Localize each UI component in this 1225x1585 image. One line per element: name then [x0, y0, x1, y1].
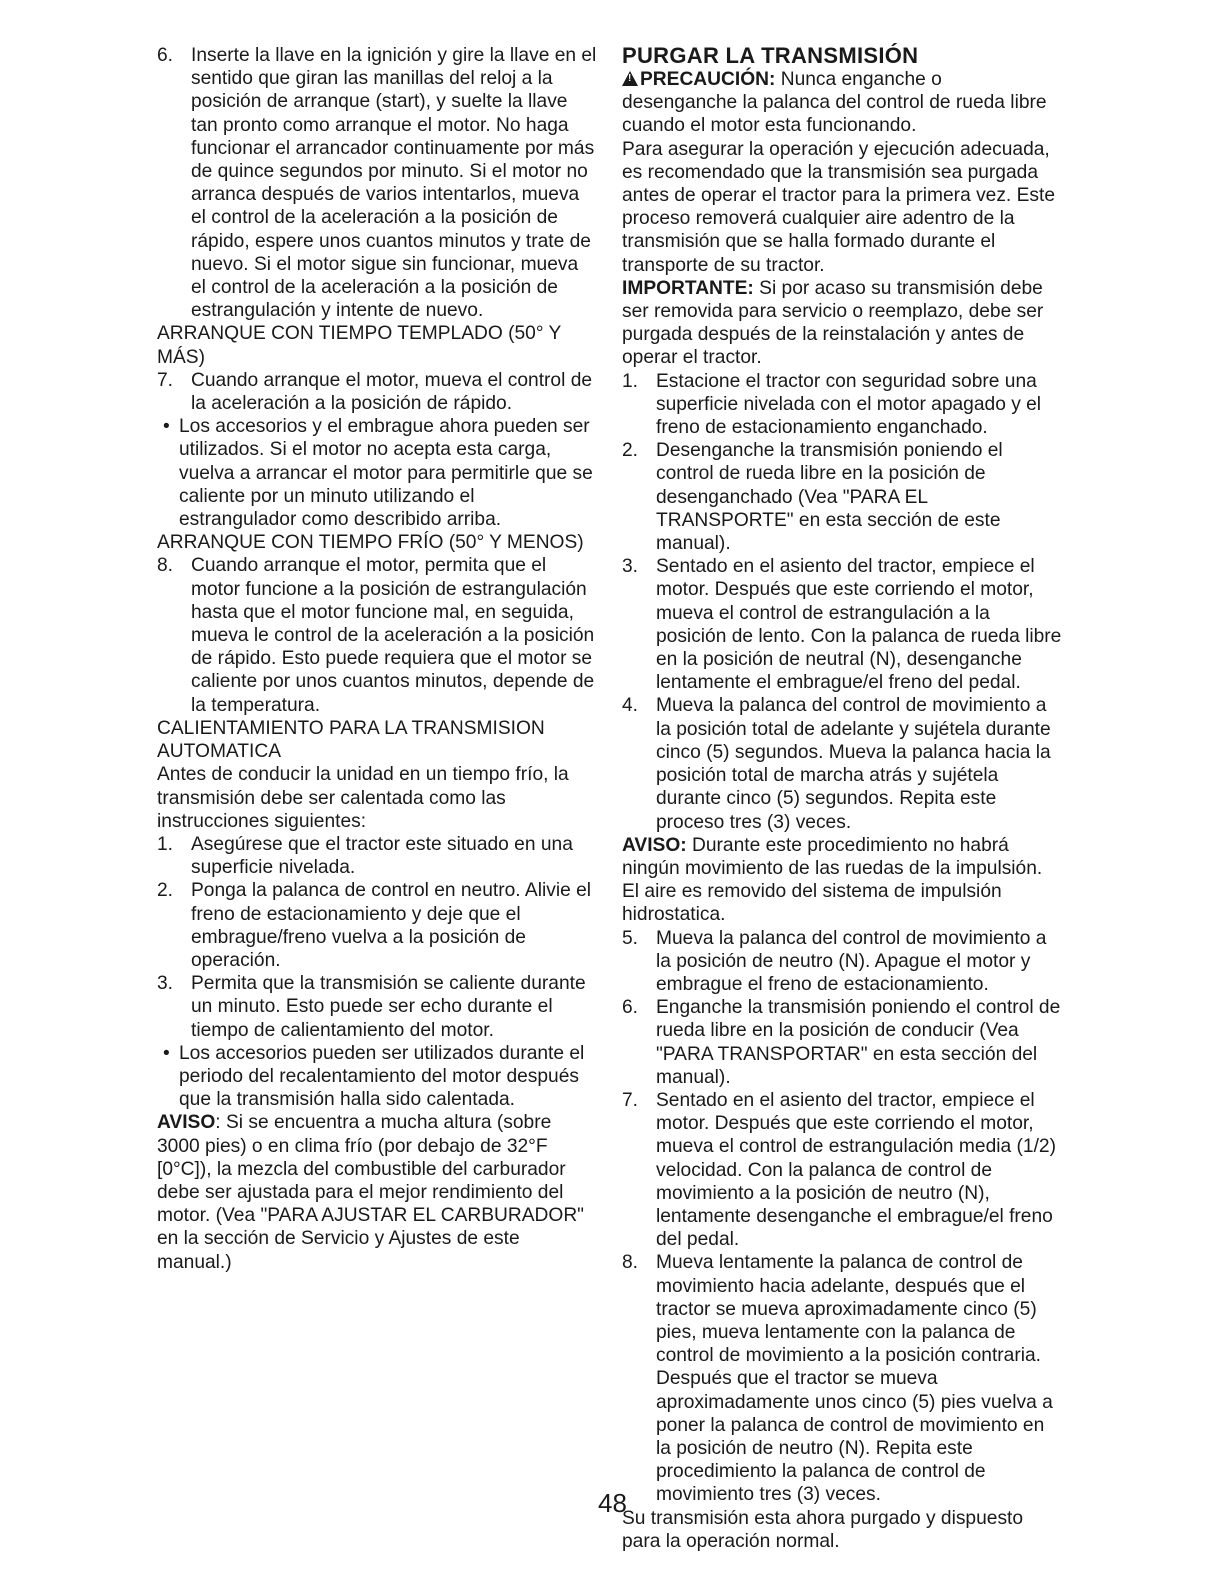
item-text: Sentado en el asiento del tractor, empiece el motor. Después que este corriendo el motor, mueva el control de estrangulación media (1/2) velocidad. Con la palanca de control de movimiento a la posición de neutro (N), lentamente desenganche el embrague/el freno del pedal.: [656, 1089, 1056, 1251]
section-title: PURGAR LA TRANSMISIÓN: [622, 43, 919, 68]
closing-paragraph: Su transmisión esta ahora purgado y dispuesto para la operación normal.: [622, 1507, 1024, 1552]
item-text: Sentado en el asiento del tractor, empiece el motor. Después que este corriendo el motor, mueva el control de estrangulación a la posición de lento. Con la palanca de rueda libre en la posición de neutral (N), desenganche lentamente el embrague/el freno del pedal.: [656, 556, 1062, 694]
item-number: 3.: [157, 973, 174, 995]
list-item-7: [157, 369, 597, 415]
bullet-item-accessories: [157, 415, 597, 531]
item-number: 8.: [622, 1252, 639, 1274]
item-text: Cuando arranque el motor, mueva el control de la aceleración a la posición de rápido.: [191, 369, 593, 415]
bullet-item-accessories-warmup: [157, 1042, 597, 1112]
list-item-6: [157, 44, 597, 322]
aviso-label: AVISO:: [622, 834, 687, 856]
item-number: 8.: [157, 555, 174, 577]
item-text: Ponga la palanca de control en neutro. Alivie el freno de estacionamiento y deje que el embrague/freno vuelva a la posición de operación.: [191, 880, 592, 971]
caution-label: PRECAUCIÓN:: [640, 69, 776, 90]
item-number: 6.: [157, 45, 174, 66]
purge-step-6: [622, 996, 1062, 1089]
caution-text: Nunca enganche o desenganche la palanca del control de rueda libre cuando el motor esta funcionando.: [622, 69, 1047, 137]
intro-paragraph: Antes de conducir la unidad en un tiempo frío, la transmisión debe ser calentada como las instrucciones siguientes:: [157, 764, 569, 832]
right-column: [622, 44, 1062, 1553]
item-text: Mueva lentamente la palanca de control de movimiento hacia adelante, después que el tractor se mueva aproximadamente cinco (5) pies, mueva lentamente con la palanca de control de movimiento a la posición contraria. Después que el tractor se mueva aproximadamente unos cinco (5) pies vuelva a poner la palanca de control de movimiento en la posición de neutro (N). Repita este procedimiento la palanca de control de movimiento tres (3) veces.: [656, 1252, 1053, 1506]
aviso-text: Durante este procedimiento no habrá ningún movimiento de las ruedas de la impulsión. El aire es removido del sistema de impulsión hidrostatica.: [622, 834, 1043, 926]
step-2: [157, 879, 597, 972]
notice-paragraph: [157, 1111, 597, 1273]
item-text: Desenganche la transmisión poniendo el control de rueda libre en la posición de desenganchado (Vea "PARA EL TRANSPORTE" en esta sección de este manual).: [656, 440, 1003, 555]
important-paragraph: [622, 277, 1062, 370]
item-number: 2.: [157, 880, 174, 902]
item-text: Permita que la transmisión se caliente durante un minuto. Esto puede ser echo durante el tiempo de calientamiento del motor.: [191, 973, 586, 1041]
bullet-mark: •: [163, 416, 170, 438]
item-text: Inserte la llave en la ignición y gire la llave en el sentido que giran las manillas del reloj a la posición de arranque (start), y suelte la llave tan pronto como arranque el motor. No haga funcionar el arrancador continuamente por más de quince segundos por minuto. Si el motor no arranca después de varios intentarlos, mueva el control de la aceleración a la posición de rápido, espere unos cuantos minutos y trate de nuevo. Si el motor sigue sin funcionar, mueva el control de la aceleración a la posición de estrangulación y intente de nuevo.: [191, 45, 597, 322]
step-3: [157, 972, 597, 1042]
item-text: Enganche la transmisión poniendo el control de rueda libre en la posición de conducir (Vea "PARA TRANSPORTAR" en esta sección del manual).: [656, 997, 1061, 1088]
item-number: 7.: [157, 369, 174, 391]
item-text: Cuando arranque el motor, permita que el motor funcione a la posición de estrangulación hasta que el motor funcione mal, en seguida, mueva le control de la aceleración a la posición de rápido. Esto puede requiera que el motor se caliente por unos cuantos minutos, depende de la temperatura.: [191, 555, 595, 716]
list-item-8: [157, 554, 597, 716]
bullet-mark: •: [163, 1042, 170, 1064]
purge-step-2: [622, 439, 1062, 555]
important-text: Si por acaso su transmisión debe ser removida para servicio o reemplazo, debe ser purgada después de la reinstalación y antes de operar el tractor.: [622, 277, 1044, 369]
caution-paragraph: [622, 68, 1062, 138]
purge-step-7: [622, 1089, 1062, 1251]
purge-step-8: [622, 1251, 1062, 1506]
warning-triangle-icon: [622, 71, 638, 86]
page-number: 48: [598, 1488, 627, 1518]
important-label: IMPORTANTE:: [622, 277, 754, 299]
item-text: Mueva la palanca del control de movimiento a la posición de neutro (N). Apague el motor y embrague el freno de estacionamiento.: [656, 927, 1047, 995]
item-text: Estacione el tractor con seguridad sobre una superficie nivelada con el motor apagado y el freno de estacionamiento enganchado.: [656, 370, 1042, 439]
item-number: 4.: [622, 695, 639, 717]
step-1: [157, 833, 597, 879]
notice-text: : Si se encuentra a mucha altura (sobre 3000 pies) o en clima frío (por debajo de 32°F [0°C]), la mezcla del combustible del carburador debe ser ajustada para el mejor rendimiento del motor. (Vea "PARA AJUSTAR EL CARBURADOR" en la sección de Servicio y Ajustes de este manual.): [157, 1112, 584, 1273]
item-number: 7.: [622, 1089, 639, 1111]
item-text: Los accesorios pueden ser utilizados durante el periodo del recalentamiento del motor después que la transmisión halla sido calentada.: [179, 1042, 585, 1111]
left-column: [157, 44, 597, 1274]
purge-step-1: [622, 370, 1062, 440]
item-text: Asegúrese que el tractor este situado en una superficie nivelada.: [191, 833, 573, 879]
purge-step-3: [622, 555, 1062, 694]
purpose-paragraph: Para asegurar la operación y ejecución adecuada, es recomendado que la transmisión sea purgada antes de operar el tractor para la primera vez. Este proceso removerá cualquier aire adentro de la transmisión que se halla formado durante el transporte de su tractor.: [622, 138, 1055, 276]
item-text: Los accesorios y el embrague ahora pueden ser utilizados. Si el motor no acepta esta carga, vuelva a arrancar el motor para permitirle que se caliente por un minuto utilizando el estrangulador como describido arriba.: [179, 416, 593, 531]
item-number: 6.: [622, 997, 639, 1019]
item-number: 1.: [157, 833, 174, 855]
aviso-paragraph: [622, 834, 1062, 927]
item-number: 3.: [622, 556, 639, 578]
heading-warm-start: ARRANQUE CON TIEMPO TEMPLADO (50° Y MÁS): [157, 323, 561, 368]
heading-cold-start: ARRANQUE CON TIEMPO FRÍO (50° Y MENOS): [157, 532, 584, 554]
purge-step-4: [622, 694, 1062, 833]
item-number: 5.: [622, 927, 639, 949]
purge-step-5: [622, 927, 1062, 997]
heading-auto-transmission: CALIENTAMIENTO PARA LA TRANSMISION AUTOMATICA: [157, 717, 545, 763]
item-number: 2.: [622, 440, 639, 462]
item-number: 1.: [622, 370, 639, 392]
notice-label: AVISO: [157, 1112, 216, 1134]
item-text: Mueva la palanca del control de movimiento a la posición total de adelante y sujétela durante cinco (5) segundos. Mueva la palanca hacia la posición total de marcha atrás y sujétela durante cinco (5) segundos. Repita este proceso tres (3) veces.: [656, 695, 1051, 833]
